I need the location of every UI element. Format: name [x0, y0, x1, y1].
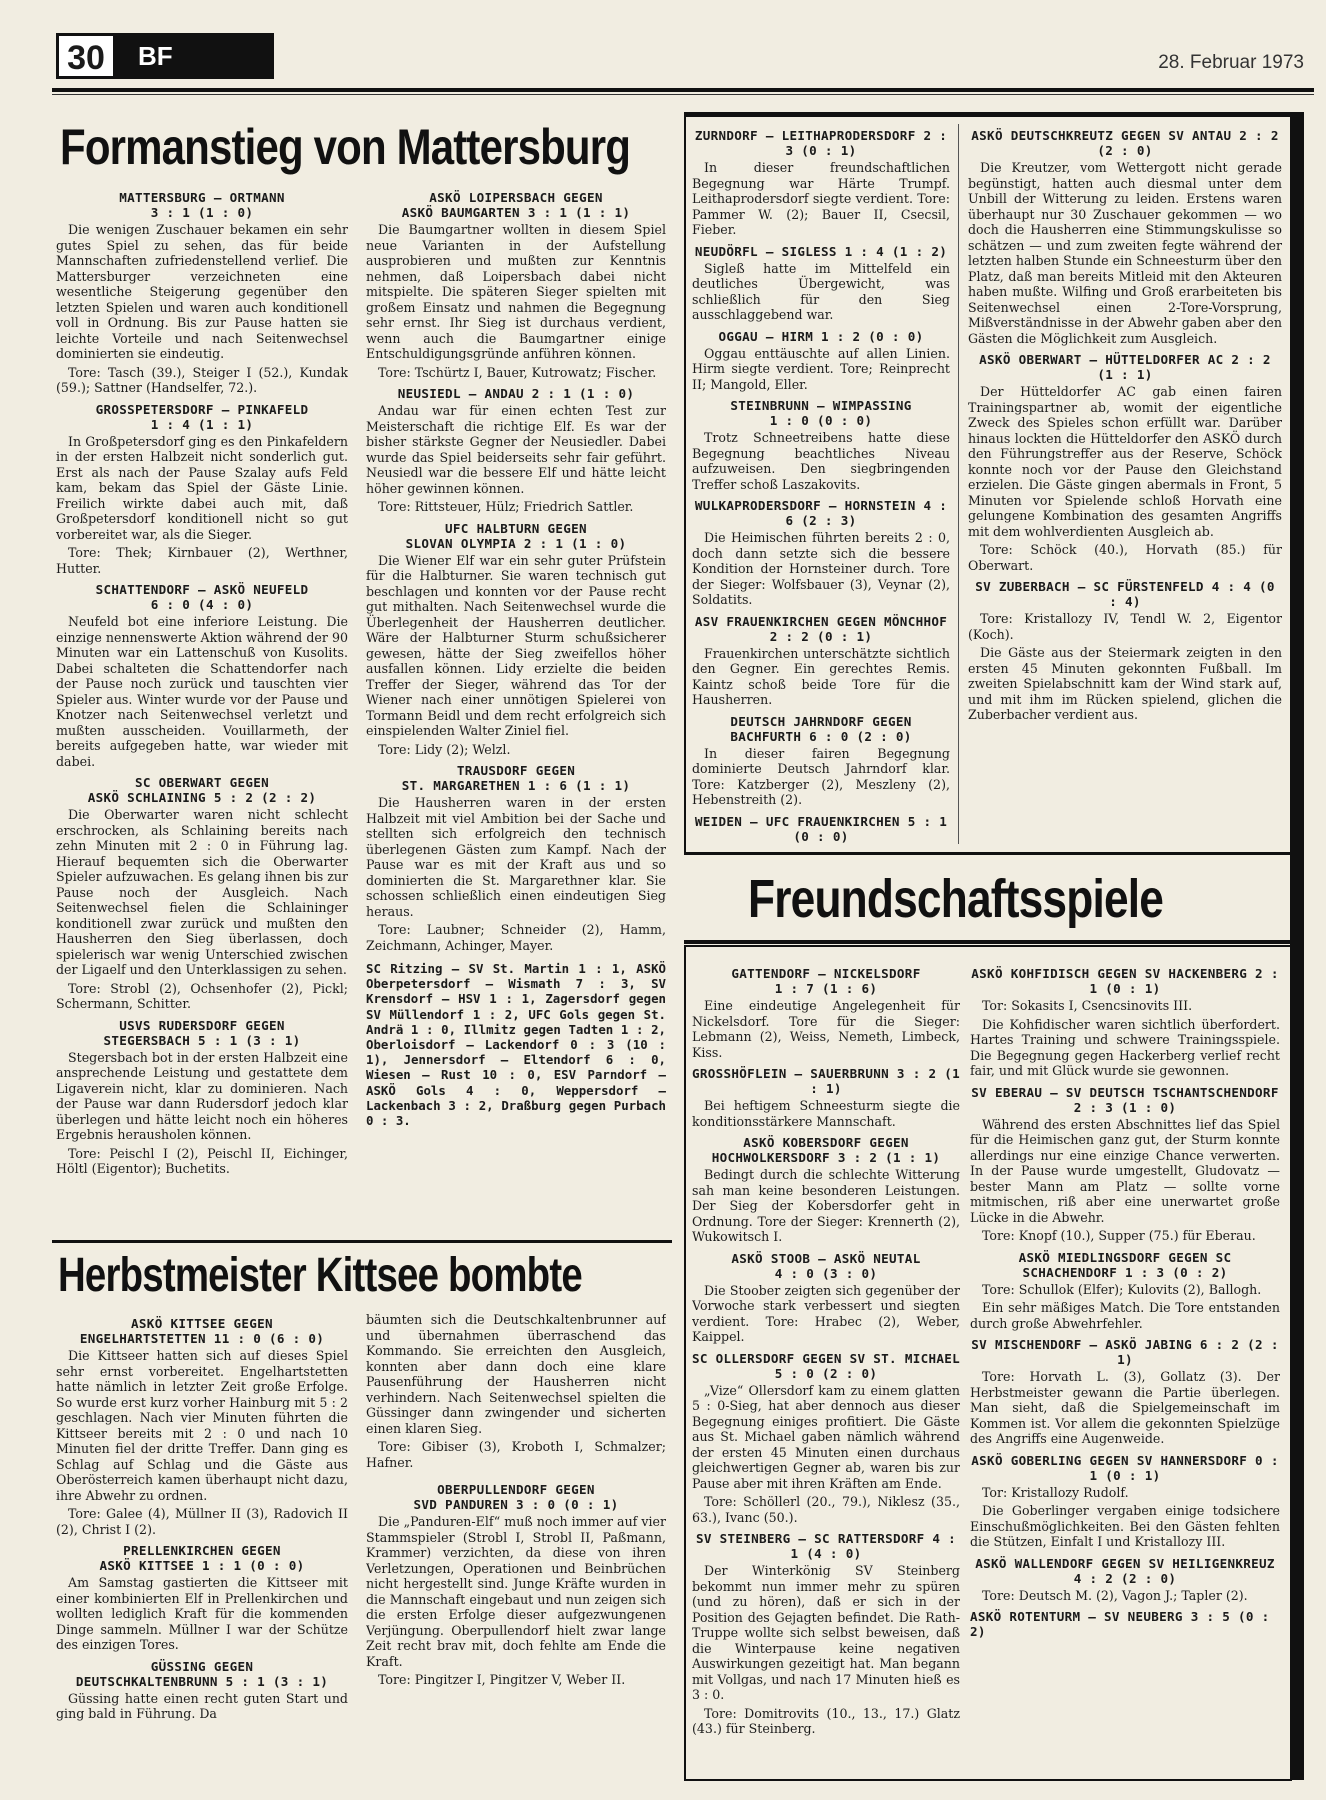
match-heading: PRELLENKIRCHEN GEGEN ASKÖ KITTSEE 1 : 1 (0 : 0): [99, 1543, 305, 1573]
match-heading: ASKÖ WALLENDORF GEGEN SV HEILIGENKREUZ 4 : 2 (2 : 0): [975, 1555, 1275, 1586]
column-5: [692, 960, 960, 1772]
match-report: Die Kreutzer, vom Wettergott nicht gerade begünstigt, hatten auch diesmal unter dem Unbill der Witterung zu leiden. Erstens waren überhaupt nur 30 Zuschauer gekommen — wo doch die Hausherren eine Stimmungskulisse so schätzen — und zum zweiten fegte während der letzten halben Stunde ein Schneesturm über den Platz, daß man bereits Mitleid mit den Akteuren haben mußte. Wilfing und Groß erarbeiteten bis Seitenwechsel einen 2-Tore-Vorsprung, Mißverständnisse in der Abwehr gaben aber den Gästen die Möglichkeit zum Ausgleich.: [968, 160, 1282, 346]
issue-date: 28. Februar 1973: [1158, 52, 1304, 73]
match-heading: GATTENDORF — NICKELSDORF 1 : 7 (1 : 6): [731, 966, 921, 996]
match-heading: ASKÖ ROTENTURM — SV NEUBERG 3 : 5 (0 : 2): [970, 1609, 1270, 1639]
section-label: BF: [116, 33, 274, 79]
match-heading: OBERPULLENDORF GEGEN SVD PANDUREN 3 : 0 (0 : 1): [413, 1482, 619, 1512]
match-scorers: Tore: Lidy (2); Welzl.: [378, 741, 511, 757]
match-scorers: Tore: Tasch (39.), Steiger I (52.), Kundak (59.); Sattner (Handselfer, 72.).: [56, 364, 348, 395]
match-report: In dieser fairen Begegnung dominierte Deutsch Jahrndorf klar. Tore: Katzberger (2), Meszleny (2), Hebenstreith (2).: [692, 745, 950, 807]
match-heading: SV EBERAU — SV DEUTSCH TSCHANTSCHENDORF 2 : 3 (1 : 0): [971, 1084, 1279, 1115]
match-scorers: Tore: Domitrovits (10., 13., 17.) Glatz (43.) für Steinberg.: [692, 1705, 960, 1736]
match-report: Sigleß hatte im Mittelfeld ein deutliches Übergewicht, was schließlich für den Sieg ausschlaggebend war.: [692, 260, 950, 322]
match-heading: WEIDEN — UFC FRAUENKIRCHEN 5 : 1 (0 : 0): [694, 813, 948, 844]
headline-mattersburg: Formanstieg von Mattersburg: [60, 119, 631, 175]
box-shadow: [1290, 112, 1304, 1780]
match-heading: ASKÖ KOBERSDORF GEGEN HOCHWOLKERSDORF 3 : 2 (1 : 1): [711, 1135, 941, 1165]
match-scorers: Tore: Galee (4), Müllner II (3), Radovich II (2), Christ I (2).: [56, 1506, 348, 1537]
match-heading: ASKÖ KOHFIDISCH GEGEN SV HACKENBERG 2 : 1 (0 : 1): [971, 966, 1279, 996]
match-scorers: Tore: Kristallozy IV, Tendl W. 2, Eigentor (Koch).: [968, 611, 1282, 642]
match-report: Neufeld bot eine inferiore Leistung. Die einzige nennenswerte Aktion während der 90 Minuten war ein Lattenschuß von Kusolits. Dabei schalteten die Schattendorfer nach der Pause noch zurück und tauschten vier Spieler aus. Winter wurde vor der Pause und Knotzer nach Seitenwechsel verletzt und mußten ausscheiden. Vouillarmeth, der bereits aufgegeben hatte, war wieder mit dabei.: [56, 614, 348, 769]
column-4: [968, 126, 1282, 846]
match-report: Die Gäste aus der Steiermark zeigten in den ersten 45 Minuten gekonnten Fußball. Im zweiten Spielabschnitt kam der Wind stark auf, und mit ihm im Rücken spielend, glichen die Zuberbacher verdient aus.: [968, 645, 1282, 722]
match-scorers: Tore: Gibiser (3), Kroboth I, Schmalzer; Hafner.: [366, 1439, 666, 1470]
match-report: Die „Panduren-Elf“ muß noch immer auf vier Stammspieler (Strobl I, Strobl II, Paßmann, Krammer) verzichten, da diese von ihren Verletzungen, Operationen und Beinbrüchen nicht hergestellt sind. Junge Kräfte wurden in die Mannschaft eingebaut und nun zeigen sich die ersten Erfolge dieser aufgezwungenen Verjüngung. Oberpullendorf hielt zwar lange Zeit recht brav mit, doch fehlte am Ende die Kraft.: [366, 1514, 666, 1669]
section-rule: [52, 1240, 672, 1243]
match-heading: WULKAPRODERSDORF — HORNSTEIN 4 : 6 (2 : 3): [694, 498, 948, 528]
match-scorers: Tor: Kristallozy Rudolf.: [982, 1484, 1129, 1500]
match-report: bäumten sich die Deutschkaltenbrunner auf und übernahmen überraschend das Kommando. Sie erreichten den Ausgleich, konnten aber dann doch eine klare Pausenführung der Hausherren nicht verhindern. Nach Seitenwechsel spielten die Güssinger dann zwingender und sicherten einen klaren Sieg.: [366, 1312, 666, 1436]
match-heading: SC OLLERSDORF GEGEN SV ST. MICHAEL 5 : 0 (2 : 0): [692, 1350, 960, 1381]
match-report: Während des ersten Abschnittes lief das Spiel für die Heimischen ganz gut, der Sturm konnte allerdings nur eine einzige Chance verwerten. In der Pause wurde umgestellt, Gludovatz — bester Mann am Platz — sollte vorne mitmischen, riß aber eine unerwartet große Lücke in die Abwehr.: [970, 1116, 1280, 1225]
match-scorers: Tore: Rittsteuer, Hülz; Friedrich Sattler.: [378, 499, 634, 514]
match-report: Die Goberlinger vergaben einige todsichere Einschußmöglichkeiten. Bei den Gästen fehlten die Stützen, Einfalt I und Kristallozy III.: [970, 1503, 1280, 1549]
match-scorers: Tore: Thek; Kirnbauer (2), Werthner, Hutter.: [56, 545, 348, 576]
match-heading: STEINBRUNN — WIMPASSING 1 : 0 (0 : 0): [730, 398, 912, 428]
match-report: Bedingt durch die schlechte Witterung sah man keine besonderen Leistungen. Der Sieg der Kobersdorfer geht in Ordnung. Tore der Sieger: Krennerth (2), Wukowitsch I.: [692, 1167, 960, 1244]
column-1: [56, 184, 348, 1234]
match-heading: ASKÖ KITTSEE GEGEN ENGELHARTSTETTEN 11 : 0 (6 : 0): [79, 1316, 325, 1346]
headline-freundschaftsspiele: Freundschaftsspiele: [748, 869, 1164, 929]
match-heading: ZURNDORF — LEITHAPRODERSDORF 2 : 3 (0 : 1): [694, 128, 948, 158]
match-heading: ASKÖ OBERWART — HÜTTELDORFER AC 2 : 2 (1 : 1): [979, 352, 1271, 382]
match-heading: GÜSSING GEGEN DEUTSCHKALTENBRUNN 5 : 1 (3 : 1): [75, 1658, 329, 1689]
header-rule: [52, 88, 1314, 92]
match-report: Stegersbach bot in der ersten Halbzeit eine ansprechende Leistung und gestattete dem Ligaverein nicht, klar zu dominieren. Nach der Pause war dann Rudersdorf jedoch klar überlegen und hätte leicht noch ein höheres Ergebnis herausholen können.: [56, 1049, 348, 1142]
match-report: Frauenkirchen unterschätzte sichtlich den Gegner. Ein gerechtes Remis. Kaintz schoß beide Tore für die Hausherren.: [692, 645, 950, 707]
match-scorers: Tore: Peischl I (2), Peischl II, Eichinger, Höltl (Eigentor); Buchetits.: [56, 1145, 348, 1176]
match-scorers: Tore: Strobl (2), Ochsenhofer (2), Pickl; Schermann, Schitter.: [56, 980, 348, 1011]
match-heading: NEUDÖRFL — SIGLESS 1 : 4 (1 : 2): [694, 243, 948, 259]
match-report: Die Kohfidischer waren sichtlich überfordert. Hartes Training und schwere Trainingsspiele. Die Begegnung gegen Hackerberg verlief recht fair, und mit Glück wurde sie gewonnen.: [970, 1016, 1280, 1078]
match-heading: OGGAU — HIRM 1 : 2 (0 : 0): [718, 328, 924, 344]
match-scorers: Tore: Schullok (Elfer); Kulovits (2), Ballogh.: [982, 1281, 1262, 1297]
match-report: Tore: Horvath L. (3), Gollatz (3). Der Herbstmeister gewann die Partie überlegen. Man sieht, daß die Spielgemeinschaft im Kommen ist. Vor allem die gekonnten Spielzüge des Angriffs eine Augenweide.: [970, 1369, 1280, 1446]
match-heading: NEUSIEDL — ANDAU 2 : 1 (1 : 0): [397, 386, 635, 401]
match-report: Oggau enttäuschte auf allen Linien. Hirm siegte verdient. Tore; Reinprecht II; Mangold, Eller.: [692, 345, 950, 392]
match-heading: ASKÖ LOIPERSBACH GEGEN ASKÖ BAUMGARTEN 3 : 1 (1 : 1): [401, 190, 631, 220]
match-report: Die wenigen Zuschauer bekamen ein sehr gutes Spiel zu sehen, das für beide Mannschaften zufriedenstellend verlief. Die Mattersburger verzeichneten eine wesentliche Steigerung gegenüber den letzten Spielen und waren auch konditionell voll in Ordnung. Bis zur Pause hatten sie leichte Vorteile und nach Seitenwechsel dominierten sie eindeutig.: [56, 222, 348, 361]
match-scorers: Tore: Schöllerl (20., 79.), Niklesz (35., 63.), Ivanc (50.).: [692, 1494, 960, 1525]
column-3: [692, 126, 950, 846]
match-scorers: Tore: Deutsch M. (2), Vagon J.; Tapler (2).: [982, 1587, 1248, 1603]
column-kittsee-1: [56, 1310, 348, 1780]
match-heading: DEUTSCH JAHRNDORF GEGEN BACHFURTH 6 : 0 (2 : 0): [730, 713, 912, 744]
match-report: Am Samstag gastierten die Kittseer mit einer kombinierten Elf in Prellenkirchen und wollten lediglich Kraft für die kommenden Dinge sammeln. Müllner I war der Schütze des einzigen Tores.: [56, 1575, 348, 1652]
match-report: Die Kittseer hatten sich auf dieses Spiel sehr ernst vorbereitet. Engelhartstetten hatte nämlich in letzter Zeit große Erfolge. So wurde erst kurz vorher Hainburg mit 5 : 2 geschlagen. Nach vier Minuten führten die Kittseer bereits mit 2 : 0 und nach 10 Minuten fiel der dritte Treffer. Dann ging es Schlag auf Schlag und die Gäste aus Oberösterreich kamen überhaupt nicht dazu, ihre Abwehr zu ordnen.: [56, 1348, 348, 1503]
match-report: Die Wiener Elf war ein sehr guter Prüfstein für die Halbturner. Sie waren technisch gut beschlagen und konnten vor der Pause recht gut mithalten. Nach Seitenwechsel wurde die Überlegenheit der Hausherren deutlicher. Wäre der Halbturner Sturm schußsicherer gewesen, hätte der Sieg zweifellos höher ausfallen können. Lidy erzielte die beiden Treffer der Sieger, während das Tor der Wiener nach einer unnötigen Spielerei von Tormann Beidl und dem recht erfolgreich sich einspielenden Walter Ziniel fiel.: [366, 552, 666, 738]
match-scorers: Tore: Pingitzer I, Pingitzer V, Weber II.: [378, 1672, 626, 1687]
match-heading: ASKÖ GOBERLING GEGEN SV HANNERSDORF 0 : 1 (0 : 1): [971, 1452, 1279, 1483]
match-heading: SV ZUBERBACH — SC FÜRSTENFELD 4 : 4 (0 : 4): [975, 579, 1275, 609]
match-heading: UFC HALBTURN GEGEN SLOVAN OLYMPIA 2 : 1 (1 : 0): [405, 520, 627, 551]
column-divider: [958, 124, 959, 844]
match-heading: TRAUSDORF GEGEN ST. MARGARETHEN 1 : 6 (1 : 1): [401, 763, 631, 793]
match-scorers: Tore: Schöck (40.), Horvath (85.) für Oberwart.: [968, 542, 1282, 573]
match-report: In dieser freundschaftlichen Begegnung war Härte Trumpf. Leithaprodersdorf siegte verdient. Tore: Pammer W. (2); Bauer II, Csecsil, Fieber.: [692, 160, 950, 237]
match-heading: ASKÖ DEUTSCHKREUTZ GEGEN SV ANTAU 2 : 2 (2 : 0): [971, 128, 1279, 158]
match-report: Die Oberwarter waren nicht schlecht erschrocken, als Schlaining bereits nach zehn Minuten mit 2 : 0 in Führung lag. Hierauf bequemten sich die Oberwarter Spieler aufzuwachen. Es gelang ihnen bis zur Pause noch der Ausgleich. Nach Seitenwechsel fielen die Schlaininger konditionell zwar zurück und mußten den Hausherren den Sieg überlassen, doch spielerisch war wenig Unterschied zwischen der Ligaelf und den Unterklassigen zu sehen.: [56, 807, 348, 977]
match-heading: SV MISCHENDORF — ASKÖ JABING 6 : 2 (2 : 1): [971, 1337, 1279, 1367]
match-report: Ein sehr mäßiges Match. Die Tore entstanden durch große Abwehrfehler.: [970, 1300, 1280, 1331]
match-heading: ASKÖ MIEDLINGSDORF GEGEN SC SCHACHENDORF 1 : 3 (0 : 2): [1018, 1249, 1232, 1280]
match-report: „Vize“ Ollersdorf kam zu einem glatten 5 : 0-Sieg, hat aber dennoch aus dieser Begegnung einiges profitiert. Die Gäste aus St. Michael gaben nämlich während der ersten 45 Minuten einen durchaus gleichwertigen Gegner ab, waren bis zur Pause aber mit ihren Kräften am Ende.: [692, 1382, 960, 1491]
match-report: Die Hausherren waren in der ersten Halbzeit mit viel Ambition bei der Sache und stellten sich erfolgreich den technisch überlegenen Gästen zum Kampf. Nach der Pause war es mit der Kraft aus und so dominierten die St. Margarethner klar. Sie schossen schließlich einen eindeutigen Sieg heraus.: [366, 795, 666, 919]
match-heading: SC OBERWART GEGEN ASKÖ SCHLAINING 5 : 2 (2 : 2): [87, 775, 317, 805]
match-report: Der Winterkönig SV Steinberg bekommt nun immer mehr zu spüren (und zu hören), daß er sich in der Position des Gejagten befindet. Die Rath-Truppe wollte sich selbst beweisen, daß die Winterpause keine negativen Auswirkungen gezeitigt hat. Man begann mit Vollgas, und nach 17 Minuten hieß es 3 : 0.: [692, 1563, 960, 1702]
match-heading: GROSSHÖFLEIN — SAUERBRUNN 3 : 2 (1 : 1): [692, 1066, 960, 1096]
match-scorers: Tore: Laubner; Schneider (2), Hamm, Zeichmann, Achinger, Mayer.: [366, 922, 666, 953]
match-scorers: Tor: Sokasits I, Csencsinovits III.: [982, 998, 1193, 1013]
match-heading: SV STEINBERG — SC RATTERSDORF 4 : 1 (4 : 0): [695, 1531, 957, 1561]
match-report: Eine eindeutige Angelegenheit für Nickelsdorf. Tore für die Sieger: Lebmann (2), Weiss, Nemeth, Limbeck, Kiss.: [692, 998, 960, 1060]
match-heading: ASKÖ STOOB — ASKÖ NEUTAL 4 : 0 (3 : 0): [731, 1250, 921, 1281]
match-report: In Großpetersdorf ging es den Pinkafeldern in der ersten Halbzeit nicht sonderlich gut. Erst als nach der Pause Szalay aufs Feld kam, bekam das Spiel der Gäste Linie. Freilich wirkte dabei auch mit, daß Großpetersdorf konditionell nicht so gut vorbereitet war, als die Sieger.: [56, 433, 348, 542]
match-heading: MATTERSBURG — ORTMANN 3 : 1 (1 : 0): [119, 190, 285, 220]
column-kittsee-2: [366, 1312, 666, 1780]
match-scorers: Tore: Tschürtz I, Bauer, Kutrowatz; Fischer.: [378, 364, 657, 380]
match-report: Trotz Schneetreibens hatte diese Begegnung beachtliches Niveau aufzuweisen. Den siegbringenden Treffer schoß Laszakovits.: [692, 430, 950, 492]
match-scorers: Tore: Knopf (10.), Supper (75.) für Eberau.: [982, 1228, 1256, 1243]
match-heading: SCHATTENDORF — ASKÖ NEUFELD 6 : 0 (4 : 0): [95, 582, 309, 612]
section-rule: [684, 852, 1304, 855]
match-heading: ASV FRAUENKIRCHEN GEGEN MÖNCHHOF 2 : 2 (0 : 1): [694, 613, 948, 644]
match-report: Die Stoober zeigten sich gegenüber der Vorwoche stark verbessert und siegten verdient. Tore: Hrabec (2), Weber, Kaippel.: [692, 1282, 960, 1344]
match-report: Güssing hatte einen recht guten Start und ging bald in Führung. Da: [56, 1690, 348, 1721]
match-heading: GROSSPETERSDORF — PINKAFELD 1 : 4 (1 : 1): [95, 401, 309, 432]
match-report: Der Hütteldorfer AC gab einen fairen Trainingspartner ab, womit der eigentliche Zweck des Spieles schon erfüllt war. Darüber hinaus lockten die Hütteldorfer den ASKÖ durch den Führungstreffer aus der Reserve, Schöck konnte noch vor der Pause den Gleichstand erzielen. Die Gäste gingen abermals in Front, 5 Minuten vor Spielende schloß Horvath eine gelungene Kombination des gesamten Angriffs mit dem wohlverdienten Ausgleich ab.: [968, 384, 1282, 539]
results-list: SC Ritzing — SV St. Martin 1 : 1, ASKÖ Oberpetersdorf — Wismath 7 : 3, SV Krensdorf — HSV 1 : 1, Zagersdorf gegen SV Müllendorf 1 : 2, UFC Gols gegen St. Andrä 1 : 0, Illmitz gegen Tadten 1 : 2, Oberloisdorf — Lackendorf 0 : 3 (10 : 1), Jennersdorf — Eltendorf 6 : 0, Wiesen — Rust 10 : 0, ESV Parndorf — ASKÖ Gols 4 : 0, Weppersdorf — Lackenbach 3 : 2, Draßburg gegen Purbach 0 : 3.: [366, 961, 666, 1129]
match-report: Bei heftigem Schneesturm siegte die konditionsstärkere Mannschaft.: [692, 1098, 960, 1129]
column-2: [366, 184, 666, 1236]
match-report: Die Baumgartner wollten in diesem Spiel neue Varianten in der Aufstellung ausprobieren und mußten zur Kenntnis nehmen, daß Loipersbach dabei nicht mitspielte. Die späteren Sieger spielten mit großem Einsatz und nahmen die Begegnung sehr ernst. Ihr Sieg ist durchaus verdient, wenn auch die Baumgartner einige Entschuldigungsgründe anführen können.: [366, 222, 666, 361]
header-rule-thin: [52, 94, 1314, 95]
headline-kittsee: Herbstmeister Kittsee bombte: [58, 1249, 582, 1302]
match-report: Andau war für einen echten Test zur Meisterschaft die richtige Elf. Es war der bisher stärkste Gegner der Neusiedler. Dabei wurde das Spiel beiderseits sehr fair geführt. Neusiedl war die bessere Elf und hätte leicht höher gewinnen können.: [366, 403, 666, 496]
match-report: Die Heimischen führten bereits 2 : 0, doch dann setzte sich die bessere Kondition der Hornsteiner durch. Tore der Sieger: Wolfsbauer (3), Veynar (2), Soldatits.: [692, 530, 950, 607]
page-number: 30: [56, 33, 116, 79]
section-rule: [684, 940, 1304, 944]
column-6: [970, 960, 1280, 1772]
match-report: [692, 846, 950, 847]
match-heading: USVS RUDERSDORF GEGEN STEGERSBACH 5 : 1 (3 : 1): [103, 1017, 301, 1048]
